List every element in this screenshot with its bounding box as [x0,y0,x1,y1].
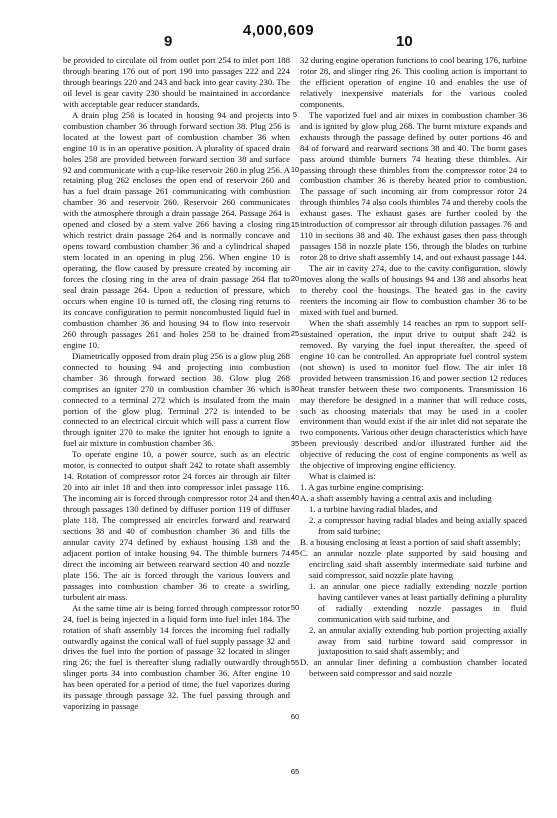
line-number: 35 [290,439,300,448]
line-number: 45 [290,548,300,557]
line-number: 15 [290,220,300,229]
line-number: 60 [290,712,300,721]
claim-line: C. an annular nozzle plate supported by said housing and encircling said shaft assembly intermediate said turbine and said compressor, said nozzle plate having [300,547,527,580]
column-number-left: 9 [164,33,173,50]
claims-intro: What is claimed is: [309,471,376,482]
paragraph: To operate engine 10, a power source, such as an electric motor, is connected to output shaft 242 to rotate shaft assembly 14. Rotation of compressor rotor 24 forces air through air filter 20 into air inlet 18 and then into compressor inlet passage 116. The incoming air is forced through compressor rotor 24 and then through passages 130 defined by diffuser portion 119 of diffuser plate 118. The compressed air encircles forward and rearward sections 38 and 40 of combustion chamber 36 and fills the annular cavity 274 defined by exhaust housing 138 and the adjacent portion of intake housing 94. The thimble burners 74 direct the incoming air between rearward section 40 and nozzle plate 156. The air is forced through the various louvers and passages into combustion chamber 36 to create a swirling, turbulent air mass. [63,449,290,602]
paragraph: The air in cavity 274, due to the cavity configuration, slowly moves along the walls of housings 94 and 138 and absorbs heat to thereby cool the housings. The heated gas in the cavity reenters the incoming air flow to combustion chamber 36 to be mixed with fuel and burned. [300,263,527,317]
line-number: 20 [290,274,300,283]
line-number: 30 [290,384,300,393]
line-number: 25 [290,329,300,338]
paragraph: Diametrically opposed from drain plug 256 is a glow plug 268 connected to housing 94 and projecting into combustion chamber 36 through forward section 38. Glow plug 268 comprises an igniter 270 in combustion chamber 36 which is connected to a terminal 272 which is insulated from the main portion of the glow plug. Terminal 272 is intended to be connected to an electrical circuit which will pass a current flow through igniter 270 to make the igniter hot enough to ignite a fuel air mixture in combustion chamber 36. [63,350,290,449]
claim-line: D. an annular liner defining a combustion chamber located between said compressor and said nozzle [300,657,527,679]
claim-line: A. a shaft assembly having a central axis and including [300,493,492,504]
claim-line: 2. a compressor having radial blades and being axially spaced from said turbine; [309,515,527,536]
claim-line: 2. an annular axially extending hub portion projecting axially away from said turbine toward said compressor in juxtaposition to said shaft assembly; and [309,624,527,657]
claim-line: 1. an annular one piece radially extending nozzle portion having cantilever vanes at least partially defining a plurality of radially extending nozzle passages in fluid communication with said turbine, and [309,580,527,624]
claim-line: B. a housing enclosing at least a portion of said shaft assembly; [300,536,521,547]
right-column [300,55,527,679]
line-number: 50 [290,603,300,612]
paragraph: 32 during engine operation functions to cool bearing 176, turbine rotor 28, and slinger ring 26. This cooling action is important to the efficient operation of engine 10 and enables the use of relatively inexpensive materials for the various cooled components. [300,55,527,109]
paragraph: When the shaft assembly 14 reaches an rpm to support self-sustained operation, the input drive to output shaft 242 is removed. By varying the fuel input thereafter, the speed of engine 10 can be controlled. An appropriate fuel control system (not shown) is used to monitor fuel flow. The air inlet 18 provided between transmission 16 and power section 12 reduces heat transfer between these two components. Transmission 16 may therefore be designed in a manner that will reduce costs, such as choosing materials that may be used in a cooler environment than would exist if the air inlet did not separate the two components. Various other design characteristics which have been previously described and/or illustrated further aid the objective of reducing the cost of engine components as well as the objective of improving engine efficiency. [300,317,527,471]
line-number: 65 [290,767,300,776]
claims-list [300,482,527,679]
line-number: 55 [290,658,300,667]
left-column [63,55,290,712]
paragraph: At the same time air is being forced through compressor rotor 24, fuel is being injected in a liquid form into fuel inlet 184. The rotation of shaft assembly 14 forces the incoming fuel radially outwardly against the conical wall of fuel supply passage 32 and drives the fuel into the portion of passage 32 located in slinger ring 26; the fuel is thereafter slung radially outwardly through slinger ports 34 into combustion chamber 36. After engine 10 has been operated for a period of time, the fuel vaporizes during its passage through passage 32. The fuel passing through and vaporizing in passage [63,602,290,712]
patent-number: 4,000,609 [242,22,315,39]
line-number: 5 [292,110,298,119]
paragraph: A drain plug 256 is located in housing 94 and projects into combustion chamber 36 through forward section 38. Plug 256 is located at the lowest part of combustion chamber 36 when engine 10 is in an operative position. A plurality of spaced drain holes 258 are provided between forward section 38 and surface 92 and communicate with a cup-like reservoir 260 in plug 256. A retaining plug 262 encloses the open end of reservoir 260 and has a fuel drain passage 261 communicating with combustion chamber 36 and reservoir 260. Reservoir 260 communicates with the atmosphere through a drain passage 264. Passage 264 is opened and closed by a stem valve 266 having a closing ring which restrict drain passage 264 and is normally concave and opens toward combustion chamber 36 and a cylindrical shaped stem located in an opening in plug 256. When engine 10 is operating, the flow caused by pressure created by incoming air forces the closing ring in the area of drain passage 264 flat to seal drain passage 264. Upon a reduction of pressure, which occurs when engine 10 is turned off, the closing ring returns to its concave configuration to permit noncombusted liquid fuel in combustion chamber 36 and housing 94 to flow into reservoir 260 through passages 261 and holes 258 to be drained from engine 10. [63,109,290,350]
line-number: 10 [290,165,300,174]
column-number-right: 10 [396,33,413,50]
paragraph: The vaporized fuel and air mixes in combustion chamber 36 and is ignited by glow plug 268. The burnt mixture expands and exhausts through the passage defined by outer portions 46 and 84 of forward and rearward sections 38 and 40. The burnt gases pass around thimble burners 74 heating these thimbles. Air passing through these thimbles from the compressor rotor 24 to combustion chamber 36 is thereby heated prior to combustion. The passage of such incoming air from compressor rotor 24 through thimbles 74 also cools thimbles 74 and thereby cools the exhaust gases. The exhaust gases are further cooled by the introduction of compressor air through dilution passages 76 and 110 in sections 38 and 40. The exhaust gases then pass through passages 158 in nozzle plate 156, through the blades on turbine rotor 28 to drive shaft assembly 14, and out exhaust passage 144. [300,109,527,263]
line-number: 40 [290,493,300,502]
claim-line: 1. a turbine having radial blades, and [309,504,438,515]
paragraph: be provided to circulate oil from outlet port 254 to inlet port 188 through bearing 176 out of port 190 into passages 222 and 224 through bearings 220 and 243 and back into gear cavity 230. The oil level is gear cavity 230 should be maintained in accordance with acceptable gear reducer standards. [63,55,290,109]
claim-line: 1. A gas turbine engine comprising: [300,482,424,493]
